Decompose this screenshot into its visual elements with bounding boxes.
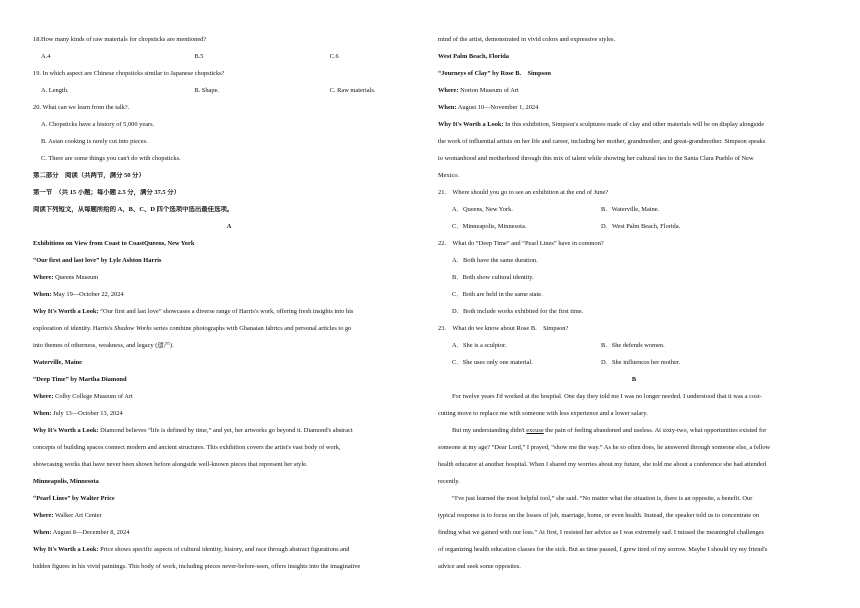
- question-23-options: [438, 359, 830, 376]
- text: someone at my age? “Dear Lord,” I prayed, “show me the way.” As he so often does, he answered through someone else, a fellow: [438, 444, 771, 451]
- option: B．Waterville, Maine.: [601, 206, 660, 213]
- text: In this exhibition, Simpson's sculptures made of clay and other materials will be on display alongside: [503, 121, 765, 128]
- text: Diamond believes “life is defined by time,” and yet, her artworks go beyond it. Diamond's abstract: [98, 427, 353, 434]
- option: A.4: [41, 53, 51, 60]
- option: C．She uses only one material.: [452, 359, 533, 366]
- exhibit-title: “Our first and last love” by Lyle Ashton Harris: [33, 257, 162, 264]
- option: B. Asian cooking is rarely cut into pieces.: [41, 138, 148, 145]
- text: hidden figures in his vivid paintings. This body of work, including pieces never-before-seen, offers insights into the imaginative: [33, 563, 361, 570]
- option: C. Raw materials.: [329, 87, 376, 94]
- question-21-options: [438, 206, 830, 223]
- right-column: [438, 36, 830, 580]
- text: to womanhood and motherhood through this mix of talent while showing her cultural ties to the Santa Clara Pueblo of New: [438, 155, 754, 162]
- text: series combine photographs with Ghanaian fabrics and personal articles to go: [151, 325, 352, 332]
- label: Why It's Worth a Look:: [33, 427, 99, 434]
- option: D．Both include works exhibited for the first time.: [452, 308, 584, 315]
- label: When:: [33, 291, 52, 298]
- text: cutting move to replace me with someone with less experience and a lower salary.: [438, 410, 648, 417]
- value: Norton Museum of Art: [458, 87, 519, 94]
- text: Mexico.: [438, 172, 460, 179]
- location-heading: Waterville, Maine: [33, 359, 82, 366]
- text: But my understanding didn't: [452, 427, 527, 434]
- exhibit-title: “Journeys of Clay” by Rose B. Simpson: [438, 70, 551, 77]
- value: May 19—October 22, 2024: [51, 291, 124, 298]
- text: the work of influential artists on her life and career, including her mother, grandmother, and great-grandmother. Simpson speaks: [438, 138, 766, 145]
- text: into themes of otherness, weakness, and legacy (遗产).: [33, 342, 174, 349]
- option: B.5: [194, 53, 204, 60]
- question-23: 23. What do we know about Rose B. Simpson?: [438, 325, 569, 332]
- text: mind of the artist, demonstrated in vivid colors and expressive styles.: [438, 36, 616, 43]
- option: A．Queens, New York.: [452, 206, 513, 213]
- location-heading: West Palm Beach, Florida: [438, 53, 509, 60]
- option: B．She defends women.: [601, 342, 665, 349]
- part-heading: 第二部分 阅读（共两节，满分 50 分）: [33, 172, 145, 179]
- passage-headline: Exhibitions on View from Coast to CoastQueens, New York: [33, 240, 195, 247]
- exhibit-title: “Deep Time” by Martha Diamond: [33, 376, 127, 383]
- text: the pain of feeling abandoned and useless. At sixty-two, what opportunities existed for: [543, 427, 767, 434]
- value: Walker Art Center: [53, 512, 102, 519]
- passage-label: B: [631, 376, 637, 383]
- question-21-options: [438, 223, 830, 240]
- exhibit-title: “Pearl Lines” by Walter Price: [33, 495, 115, 502]
- text: typical response is to focus on the losses of job, marriage, home, or even health. Instead, the speaker told us to concentrate on: [438, 512, 760, 519]
- label: Where:: [33, 274, 54, 281]
- text: Price shows specific aspects of cultural identity, history, and race through abstract figurations and: [98, 546, 350, 553]
- value: August 10—November 1, 2024: [456, 104, 539, 111]
- question-23-options: [438, 342, 830, 359]
- question-19-options: [33, 87, 425, 104]
- location-heading: Minneapolis, Minnesota: [33, 478, 99, 485]
- label: Where:: [33, 393, 54, 400]
- text: health educator at another hospital. When I shared my worries about my future, she told me about a conference she had attended: [438, 461, 766, 468]
- option: A．She is a sculptor.: [452, 342, 507, 349]
- question-22: 22. What do “Deep Time” and “Pearl Lines” have in common?: [438, 240, 604, 247]
- question-18: 18.How many kinds of raw materials for chopsticks are mentioned?: [33, 36, 207, 43]
- label: When:: [438, 104, 457, 111]
- text: exploration of identity. Harris's: [33, 325, 115, 332]
- value: August 8—December 8, 2024: [51, 529, 130, 536]
- label: Where:: [438, 87, 459, 94]
- value: Queens Museum: [53, 274, 99, 281]
- label: Why It's Worth a Look:: [438, 121, 504, 128]
- option: A. Chopsticks have a history of 5,000 years.: [41, 121, 155, 128]
- question-21: 21. Where should you go to see an exhibition at the end of June?: [438, 189, 609, 196]
- option: D．She influences her mother.: [601, 359, 681, 366]
- option: C．Minneapolis, Minnesota.: [452, 223, 527, 230]
- passage-label: A: [226, 223, 232, 230]
- left-column: [33, 36, 425, 580]
- text: recently.: [438, 478, 460, 485]
- label: When:: [33, 410, 52, 417]
- text: “Our first and last love” showcases a diverse range of Harris's work, offering fresh insights into his: [98, 308, 354, 315]
- label: Why It's Worth a Look:: [33, 546, 99, 553]
- section-heading: 第一节 （共 15 小题；每小题 2.5 分，满分 37.5 分）: [33, 189, 180, 196]
- question-18-options: [33, 53, 425, 70]
- text: advice and seek some opposites.: [438, 563, 521, 570]
- label: Why It's Worth a Look:: [33, 308, 99, 315]
- text: of organizing health education classes for the sick. But as time passed, I grew tired of my sorrow. Maybe I should try my friend's: [438, 546, 768, 553]
- text: “I've just learned the most helpful tool,” she said. “No matter what the situation is, there is an opposite, a benefit. Our: [452, 495, 753, 502]
- option: A. Length.: [41, 87, 69, 94]
- underlined-word: excuse: [526, 427, 544, 434]
- option: C. There are some things you can't do with chopsticks.: [41, 155, 181, 162]
- text: finding what we gained with our loss.” At first, I resisted her advice as I was extremely sad. I missed the meaningful challenges: [438, 529, 765, 536]
- option: A．Both have the same duration.: [452, 257, 538, 264]
- text: Shadow Works: [114, 325, 152, 332]
- label: When:: [33, 529, 52, 536]
- value: July 13—October 13, 2024: [51, 410, 123, 417]
- option: C．Both are held in the same state.: [452, 291, 543, 298]
- text: showcasing works that have never been shown before alongside well-known pieces that represent her style.: [33, 461, 308, 468]
- option: B. Shape.: [194, 87, 220, 94]
- instructions: 阅读下列短文，从每题所给的 A、B、C、D 四个选项中选出最佳选项。: [33, 206, 234, 213]
- option: D．West Palm Beach, Florida.: [601, 223, 681, 230]
- option: B．Both show cultural identity.: [452, 274, 534, 281]
- question-19: 19. In which aspect are Chinese chopsticks similar to Japanese chopsticks?: [33, 70, 225, 77]
- option: C.6: [329, 53, 339, 60]
- label: Where:: [33, 512, 54, 519]
- text: concepts of building spaces connect modern and ancient structures. This exhibition covers the artist's vast body of work,: [33, 444, 341, 451]
- value: Colby College Museum of Art: [53, 393, 133, 400]
- text: For twelve years I'd worked at the hospital. One day they told me I was no longer needed. I understood that it was a cost-: [452, 393, 762, 400]
- question-20: 20. What can we learn from the talk?.: [33, 104, 130, 111]
